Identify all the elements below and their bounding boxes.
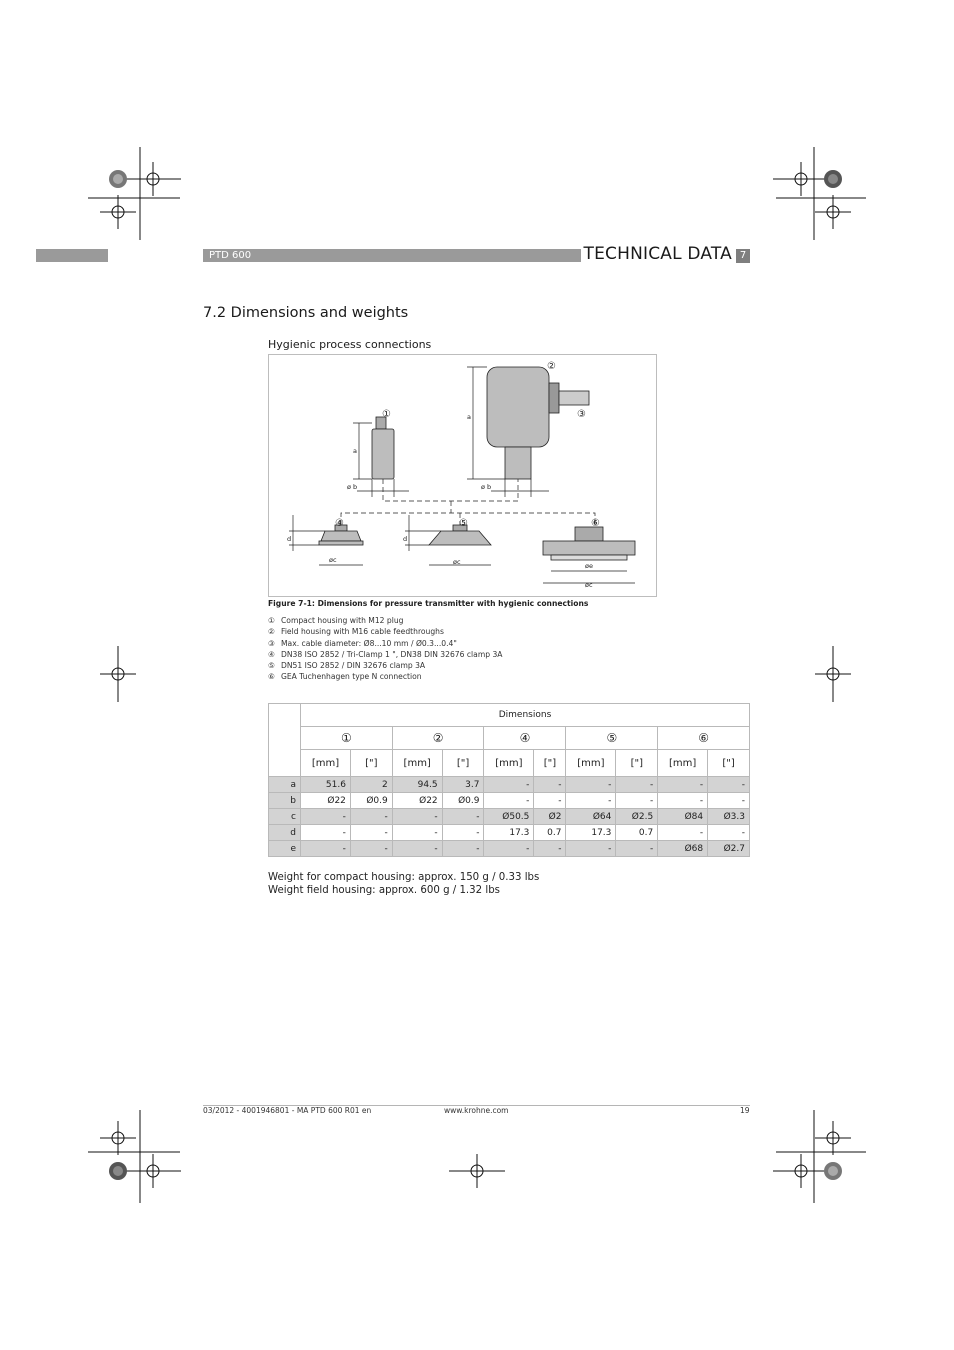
unit-header: ["] — [442, 750, 484, 777]
label-a-field: a — [467, 413, 471, 421]
table-row: d - - - - 17.3 0.7 17.3 0.7 - - — [269, 825, 750, 841]
table-row: c - - - - Ø50.5 Ø2 Ø64 Ø2.5 Ø84 Ø3.3 — [269, 809, 750, 825]
weights-text — [268, 871, 539, 897]
unit-header: [mm] — [484, 750, 534, 777]
table-row: b Ø22 Ø0.9 Ø22 Ø0.9 - - - - - - — [269, 793, 750, 809]
chapter-number: 7 — [736, 249, 750, 263]
label-d-5: d — [403, 535, 408, 543]
legend-item: ⑥ GEA Tuchenhagen type N connection — [268, 672, 422, 682]
table-title: Dimensions — [301, 704, 750, 727]
label-d-4: d — [287, 535, 292, 543]
legend-item: ④ DN38 ISO 2852 / Tri-Clamp 1 ", DN38 DIN 32676 clamp 3A — [268, 649, 503, 659]
callout-1: ① — [382, 409, 391, 420]
section-subheading: Hygienic process connections — [268, 338, 432, 351]
unit-header: ["] — [708, 750, 750, 777]
callout-4: ④ — [335, 518, 344, 529]
section-heading: 7.2 Dimensions and weights — [203, 305, 409, 321]
group-header: ⑤ — [566, 727, 658, 750]
footer-doc-ref: 03/2012 - 4001946801 - MA PTD 600 R01 en — [203, 1106, 372, 1115]
group-header: ④ — [484, 727, 566, 750]
label-b-compact: ø b — [347, 483, 358, 491]
chapter-title: TECHNICAL DATA — [583, 244, 732, 264]
unit-header: ["] — [534, 750, 566, 777]
label-b-field: ø b — [481, 483, 492, 491]
footer-page-number: 19 — [740, 1106, 750, 1115]
label-e-6: øe — [585, 562, 593, 570]
footer-website: www.krohne.com — [444, 1106, 509, 1115]
unit-header: [mm] — [658, 750, 708, 777]
callout-3: ③ — [577, 409, 586, 420]
callout-2: ② — [547, 361, 556, 372]
legend-item: ② Field housing with M16 cable feedthroughs — [268, 627, 444, 637]
callout-6: ⑥ — [591, 518, 600, 529]
legend-item: ⑤ DN51 ISO 2852 / DIN 32676 clamp 3A — [268, 661, 426, 671]
product-name: PTD 600 — [209, 250, 252, 261]
unit-header: [mm] — [301, 750, 351, 777]
label-c-6: øc — [585, 581, 593, 589]
table-row: e - - - - - - - - Ø68 Ø2.7 — [269, 841, 750, 857]
figure-legend — [268, 615, 502, 683]
legend-item: ③ Max. cable diameter: Ø8...10 mm / Ø0.3...0.4" — [268, 638, 457, 648]
dimensions-table — [268, 703, 750, 857]
header-bar — [203, 249, 581, 262]
dimension-drawing-svg — [269, 355, 656, 596]
group-header: ② — [392, 727, 484, 750]
unit-header: [mm] — [566, 750, 616, 777]
label-a-compact: a — [353, 447, 357, 455]
unit-header: ["] — [616, 750, 658, 777]
group-header: ① — [301, 727, 393, 750]
weight-field: Weight field housing: approx. 600 g / 1.32 lbs — [268, 885, 500, 896]
unit-header: ["] — [350, 750, 392, 777]
legend-item: ① Compact housing with M12 plug — [268, 616, 404, 625]
group-header: ⑥ — [658, 727, 750, 750]
table-row: a 51.6 2 94.5 3.7 - - - - - - — [269, 777, 750, 793]
dimension-drawing — [268, 354, 657, 597]
callout-5: ⑤ — [459, 518, 468, 529]
unit-header: [mm] — [392, 750, 442, 777]
figure-caption: Figure 7-1: Dimensions for pressure transmitter with hygienic connections — [268, 599, 589, 608]
header-bar-left — [36, 249, 108, 262]
table-corner — [269, 704, 301, 777]
weight-compact: Weight for compact housing: approx. 150 g / 0.33 lbs — [268, 872, 540, 883]
label-c-5: øc — [453, 558, 461, 566]
label-c-4: øc — [329, 556, 337, 564]
